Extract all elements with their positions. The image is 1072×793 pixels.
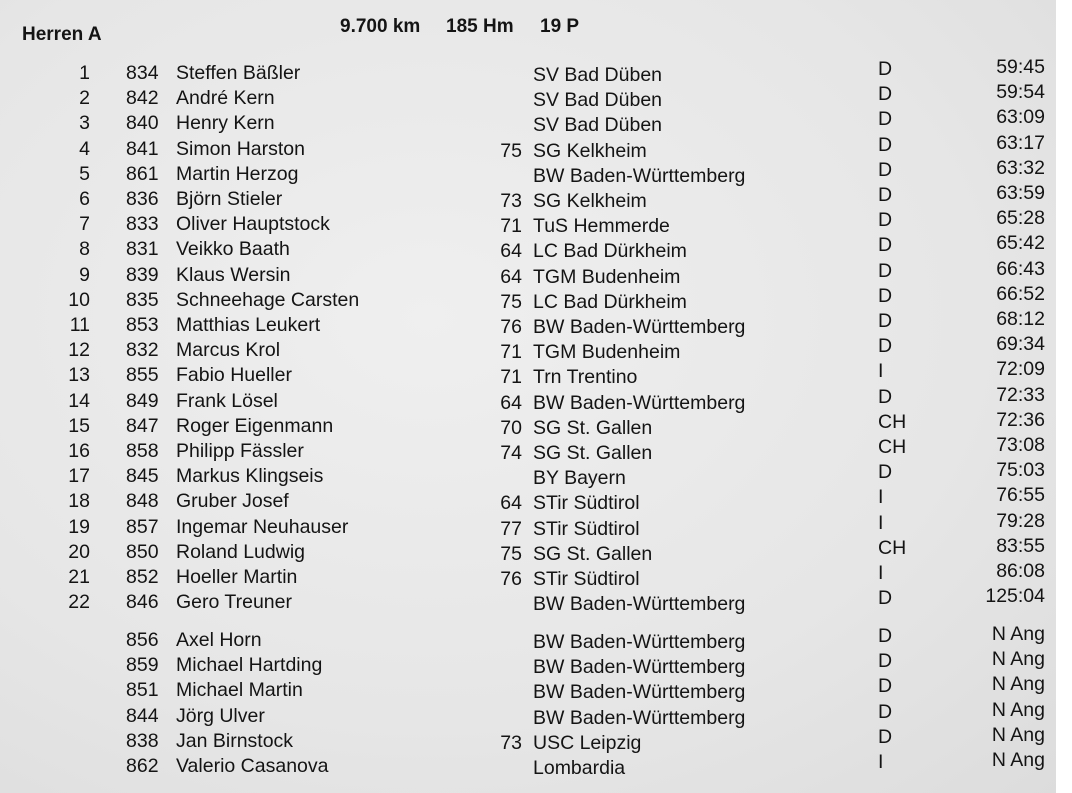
- result-bib: 831: [126, 238, 159, 261]
- athlete-name: Simon Harston: [176, 137, 305, 160]
- table-row: [0, 749, 1056, 781]
- result-bib: 849: [126, 389, 159, 412]
- race-elevation: 185 Hm: [446, 16, 514, 37]
- club-name: TGM Budenheim: [533, 265, 681, 288]
- athlete-name: Gruber Josef: [176, 490, 289, 513]
- table-row: [0, 156, 1056, 189]
- finish-time: N Ang: [991, 648, 1045, 671]
- table-row: [0, 560, 1056, 592]
- finish-time: 66:52: [996, 282, 1045, 305]
- club-name: SG Kelkheim: [533, 190, 647, 212]
- finish-time: 63:59: [996, 182, 1045, 204]
- table-row: [0, 585, 1056, 617]
- athlete-name: Fabio Hueller: [176, 364, 292, 387]
- finish-time: N Ang: [991, 749, 1045, 771]
- nationality: D: [878, 108, 893, 131]
- birth-year: 75: [500, 290, 522, 313]
- athlete-name: Veikko Baath: [176, 238, 290, 261]
- finish-time: 75:03: [996, 459, 1045, 482]
- result-rank: 5: [79, 162, 90, 185]
- club-name: SG St. Gallen: [533, 416, 653, 439]
- result-bib: 841: [126, 137, 159, 160]
- athlete-name: Martin Herzog: [176, 162, 299, 185]
- table-row: [0, 333, 1056, 365]
- birth-year: 77: [500, 517, 522, 540]
- finish-time: 72:36: [996, 408, 1045, 431]
- table-row: [0, 207, 1056, 239]
- athlete-name: Klaus Wersin: [176, 263, 291, 286]
- nationality: D: [878, 461, 893, 484]
- result-bib: 832: [126, 339, 159, 362]
- finish-time: 59:54: [996, 81, 1045, 104]
- table-row: [0, 131, 1056, 164]
- result-rank: 2: [79, 87, 90, 110]
- result-bib: 836: [126, 188, 159, 210]
- birth-year: 76: [500, 568, 522, 590]
- nationality: I: [878, 486, 884, 509]
- finish-time: N Ang: [991, 623, 1045, 645]
- result-rank: 19: [68, 515, 90, 538]
- result-bib: 851: [126, 679, 159, 702]
- finish-time: 83:55: [996, 534, 1045, 557]
- birth-year: 71: [500, 215, 522, 238]
- club-name: USC Leipzig: [533, 731, 642, 754]
- nationality: D: [878, 209, 893, 232]
- page-edge: [1056, 0, 1072, 793]
- result-rank: 15: [68, 414, 90, 437]
- result-bib: 846: [126, 591, 159, 614]
- table-row: [0, 723, 1056, 756]
- athlete-name: Gero Treuner: [176, 591, 292, 614]
- athlete-name: Roger Eigenmann: [176, 414, 334, 437]
- result-rank: 14: [68, 389, 90, 412]
- result-rank: 18: [68, 490, 90, 513]
- birth-year: 75: [500, 139, 522, 162]
- nationality: D: [878, 158, 893, 181]
- birth-year: 64: [500, 240, 522, 263]
- table-row: [0, 81, 1056, 113]
- finish-time: 73:08: [996, 434, 1045, 456]
- club-name: TGM Budenheim: [533, 341, 681, 364]
- table-row: [0, 56, 1056, 88]
- athlete-name: Michael Martin: [176, 679, 303, 702]
- finish-time: 65:28: [996, 207, 1045, 230]
- result-bib: 850: [126, 540, 159, 563]
- club-name: SG Kelkheim: [533, 139, 647, 162]
- result-rank: 22: [68, 591, 90, 614]
- club-name: SV Bad Düben: [533, 64, 663, 86]
- club-name: SV Bad Düben: [533, 114, 663, 137]
- athlete-name: Philipp Fässler: [176, 440, 304, 462]
- club-name: BW Baden-Württemberg: [533, 706, 746, 729]
- nationality: I: [878, 751, 884, 773]
- club-name: BW Baden-Württemberg: [533, 656, 746, 679]
- result-rank: 21: [68, 566, 90, 588]
- finish-time: N Ang: [991, 673, 1045, 696]
- finish-time: 72:09: [996, 358, 1045, 381]
- table-row: [0, 534, 1056, 567]
- club-name: STir Südtirol: [533, 492, 640, 515]
- athlete-name: Markus Klingseis: [176, 465, 324, 488]
- result-rank: 10: [68, 288, 90, 311]
- birth-year: 70: [500, 416, 522, 439]
- birth-year: 74: [500, 442, 522, 464]
- club-name: LC Bad Dürkheim: [533, 240, 687, 263]
- result-bib: 839: [126, 263, 159, 286]
- result-bib: 859: [126, 654, 159, 677]
- result-rank: 8: [79, 238, 90, 261]
- club-name: BW Baden-Württemberg: [533, 681, 746, 704]
- finish-time: 68:12: [996, 308, 1045, 330]
- nationality: I: [878, 562, 884, 584]
- result-bib: 847: [126, 414, 159, 437]
- nationality: CH: [878, 536, 907, 559]
- club-name: TuS Hemmerde: [533, 215, 670, 238]
- club-name: BW Baden-Württemberg: [533, 316, 746, 338]
- birth-year: 71: [500, 366, 522, 389]
- result-bib: 845: [126, 465, 159, 488]
- athlete-name: Ingemar Neuhauser: [176, 515, 349, 538]
- result-bib: 855: [126, 364, 159, 387]
- table-row: [0, 106, 1056, 138]
- club-name: LC Bad Dürkheim: [533, 290, 687, 313]
- result-rank: 11: [69, 314, 90, 336]
- table-row: [0, 434, 1056, 466]
- finish-time: 65:42: [996, 232, 1045, 255]
- nationality: D: [878, 725, 893, 748]
- club-name: SV Bad Düben: [533, 89, 663, 112]
- athlete-name: Marcus Krol: [176, 339, 281, 362]
- table-row: [0, 459, 1056, 491]
- finish-time: 86:08: [996, 560, 1045, 582]
- nationality: D: [878, 675, 893, 698]
- finish-time: 76:55: [996, 484, 1045, 507]
- result-bib: 835: [126, 288, 159, 311]
- club-name: SG St. Gallen: [533, 542, 653, 565]
- result-bib: 858: [126, 440, 159, 462]
- club-name: BW Baden-Württemberg: [533, 164, 746, 187]
- race-distance: 9.700 km: [340, 16, 421, 37]
- table-row: [0, 182, 1056, 214]
- finish-time: 59:45: [996, 56, 1045, 78]
- athlete-name: Hoeller Martin: [176, 566, 298, 588]
- finish-time: 63:17: [996, 131, 1045, 154]
- finish-time: N Ang: [991, 723, 1045, 746]
- birth-year: 64: [500, 492, 522, 515]
- table-row: [0, 623, 1056, 655]
- athlete-name: Steffen Bäßler: [176, 62, 301, 84]
- result-bib: 844: [126, 704, 159, 727]
- club-name: STir Südtirol: [533, 568, 640, 590]
- club-name: STir Südtirol: [533, 517, 640, 540]
- result-rank: 16: [68, 440, 90, 462]
- result-bib: 862: [126, 755, 159, 777]
- nationality: D: [878, 700, 893, 723]
- nationality: D: [878, 650, 893, 673]
- nationality: D: [878, 587, 893, 610]
- table-row: [0, 698, 1056, 731]
- nationality: D: [878, 259, 893, 282]
- finish-time: 125:04: [985, 585, 1045, 608]
- result-bib: 833: [126, 213, 159, 236]
- athlete-name: Björn Stieler: [176, 188, 283, 210]
- athlete-name: Henry Kern: [176, 112, 275, 135]
- table-row: [0, 232, 1056, 264]
- athlete-name: Valerio Casanova: [176, 755, 329, 777]
- nationality: D: [878, 58, 893, 80]
- nationality: I: [878, 511, 884, 534]
- result-bib: 848: [126, 490, 159, 513]
- result-rank: 17: [68, 465, 90, 488]
- result-bib: 861: [126, 162, 159, 185]
- club-name: BW Baden-Württemberg: [533, 631, 746, 653]
- table-row: [0, 648, 1056, 680]
- nationality: D: [878, 335, 893, 358]
- category-title: Herren A: [22, 24, 102, 45]
- table-row: [0, 308, 1056, 340]
- finish-time: 79:28: [996, 509, 1045, 532]
- result-rank: 6: [79, 188, 90, 210]
- nationality: D: [878, 310, 893, 332]
- birth-year: 73: [500, 190, 522, 212]
- result-rank: 7: [79, 213, 90, 236]
- birth-year: 76: [500, 316, 522, 338]
- finish-time: 63:32: [996, 156, 1045, 179]
- result-rank: 4: [79, 137, 90, 160]
- table-row: [0, 282, 1056, 315]
- result-bib: 834: [126, 62, 159, 84]
- result-bib: 852: [126, 566, 159, 588]
- nationality: D: [878, 385, 893, 408]
- athlete-name: Roland Ludwig: [176, 540, 306, 563]
- athlete-name: Jan Birnstock: [176, 729, 294, 752]
- nationality: D: [878, 625, 893, 647]
- birth-year: 75: [500, 542, 522, 565]
- club-name: BW Baden-Württemberg: [533, 391, 746, 414]
- birth-year: 73: [500, 731, 522, 754]
- athlete-name: Jörg Ulver: [176, 704, 265, 727]
- result-bib: 842: [126, 87, 159, 110]
- finish-time: 72:33: [996, 383, 1045, 406]
- birth-year: 64: [500, 265, 522, 288]
- result-rank: 13: [68, 364, 90, 387]
- result-bib: 856: [126, 629, 159, 651]
- result-bib: 853: [126, 314, 159, 336]
- table-row: [0, 257, 1056, 290]
- athlete-name: Michael Hartding: [176, 654, 323, 677]
- result-rank: 3: [79, 112, 90, 135]
- result-rank: 9: [79, 263, 90, 286]
- result-bib: 857: [126, 515, 159, 538]
- finish-time: 66:43: [996, 257, 1045, 280]
- result-rank: 20: [68, 540, 90, 563]
- finish-time: N Ang: [991, 698, 1045, 721]
- nationality: D: [878, 234, 893, 257]
- club-name: Trn Trentino: [533, 366, 638, 389]
- result-rank: 12: [68, 339, 90, 362]
- birth-year: 64: [500, 391, 522, 414]
- club-name: SG St. Gallen: [533, 442, 653, 464]
- nationality: D: [878, 133, 893, 156]
- finish-time: 69:34: [996, 333, 1045, 356]
- club-name: BW Baden-Württemberg: [533, 593, 746, 616]
- nationality: CH: [878, 410, 907, 433]
- finish-time: 63:09: [996, 106, 1045, 129]
- nationality: D: [878, 83, 893, 106]
- athlete-name: Axel Horn: [176, 629, 262, 651]
- result-bib: 838: [126, 729, 159, 752]
- athlete-name: Matthias Leukert: [176, 314, 321, 336]
- result-bib: 840: [126, 112, 159, 135]
- table-row: [0, 484, 1056, 516]
- club-name: Lombardia: [533, 757, 626, 779]
- nationality: I: [878, 360, 884, 383]
- club-name: BY Bayern: [533, 467, 626, 490]
- table-row: [0, 358, 1056, 390]
- table-row: [0, 673, 1056, 705]
- birth-year: 71: [500, 341, 522, 364]
- athlete-name: Frank Lösel: [176, 389, 278, 412]
- nationality: D: [878, 184, 893, 206]
- nationality: D: [878, 284, 893, 307]
- athlete-name: Schneehage Carsten: [176, 288, 360, 311]
- result-rank: 1: [79, 62, 90, 84]
- race-points: 19 P: [540, 16, 580, 37]
- nationality: CH: [878, 436, 907, 458]
- athlete-name: Oliver Hauptstock: [176, 213, 330, 236]
- athlete-name: André Kern: [176, 87, 275, 110]
